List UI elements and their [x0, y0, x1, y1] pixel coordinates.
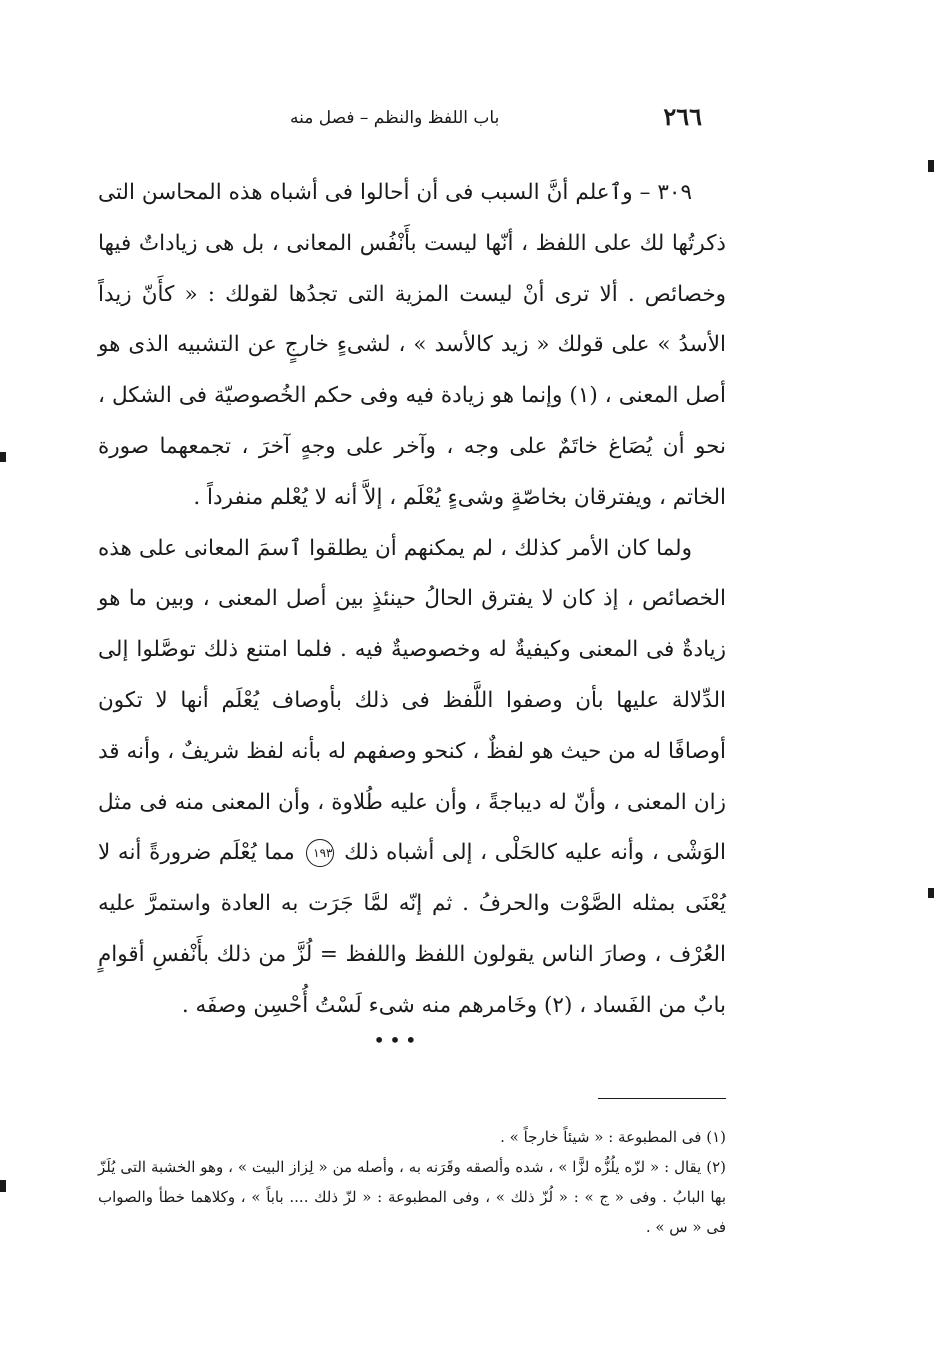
running-title: باب اللفظ والنظم – فصل منه [290, 108, 500, 128]
page-number: ٢٦٦ [663, 102, 702, 131]
paragraph [98, 168, 726, 524]
footnotes [98, 1122, 726, 1242]
paragraph-text: ٣٠٩ – وٱعلم أنَّ السبب فى أن أحالوا فى أشباه هذه المحاسن التى ذكرتُها لك على اللفظ ، أنّها ليست بأَنْفُس المعانى ، بل هى زياداتٌ فيها وخصائص . ألا ترى أنْ ليست المزية التى تجدُها لقولك : « كأَنّ زيداً الأسدُ » على قولك « زيد كالأسد » ، لشىءٍ خارجٍ عن التشبيه الذى هو أصل المعنى ، (١) وإنما هو زيادة فيه وفى حكم الخُصوصيّة فى الشكل ، نحو أن يُصَاغ خاتَمٌ على وجه ، وآخر على وجهٍ آخرَ ، تجمعهما صورة الخاتم ، ويفترقان بخاصّةٍ وشىءٍ يُعْلَم ، إلاَّ أنه لا يُعْلم منفرداً . [98, 180, 726, 510]
footnote: (٢) يقال : « لزّه يلُزُّه لزًّا » ، شده وألصقه وقَرَنه به ، وأصله من « لِزاز البيت » ، وهو الخشبة التى يُلَزّ بها البابُ . وفى « ج » : « لُزّ ذلك » ، وفى المطبوعة : « لزّ ذلك .... باباً » ، وكلاهما خطأ والصواب فى « س » . [98, 1158, 726, 1236]
scan-edge-mark [928, 888, 934, 898]
paragraph [98, 524, 726, 1032]
footnote-divider [598, 1098, 726, 1099]
page-header [290, 102, 702, 138]
paragraph-text: ولما كان الأمر كذلك ، لم يمكنهم أن يطلقوا ٱسمَ المعانى على هذه الخصائص ، إذ كان لا يفترق الحالُ حينئذٍ بين أصل المعنى ، وبين ما هو زيادةٌ فى المعنى وكيفيةٌ له وخصوصيةٌ فيه . فلما امتنع ذلك توصَّلوا إلى الدِّلالة عليها بأن وصفوا اللَّفظ فى ذلك بأوصاف يُعْلَم أنها لا تكون أوصافًا له من حيث هو لفظٌ ، كنحو وصفهم له بأنه لفظ شريفٌ ، وأنه قد زان المعنى ، وأنّ له ديباجةً ، وأن عليه طُلاوة ، وأن المعنى منه فى مثل الوَشْى ، وأنه عليه كالحَلْى ، إلى أشباه ذلك [98, 535, 726, 866]
section-ornament: ••• [373, 1028, 421, 1052]
footnote: (١) فى المطبوعة : « شيئاً خارجاً » . [500, 1128, 726, 1146]
scan-edge-mark [928, 160, 934, 172]
scan-edge-mark [0, 452, 6, 462]
paragraph-text: مما يُعْلَم ضرورةً أنه لا يُعْنَى بمثله الصَّوْت والحرفُ . ثم إنّه لمَّا جَرَت به العادة واستمرَّ عليه العُرْف ، وصارَ الناس يقولون اللفظ واللفظ = لُزَّ من ذلك بأَنْفسِ أقوامٍ بابٌ من الفَساد ، (٢) وخَامرهم منه شىء لَسْتُ أُحْسِن وصفَه . [98, 840, 726, 1018]
manuscript-page-marker: ١٩٣ [306, 839, 334, 867]
scan-edge-mark [0, 1180, 6, 1192]
main-text [98, 168, 726, 1032]
